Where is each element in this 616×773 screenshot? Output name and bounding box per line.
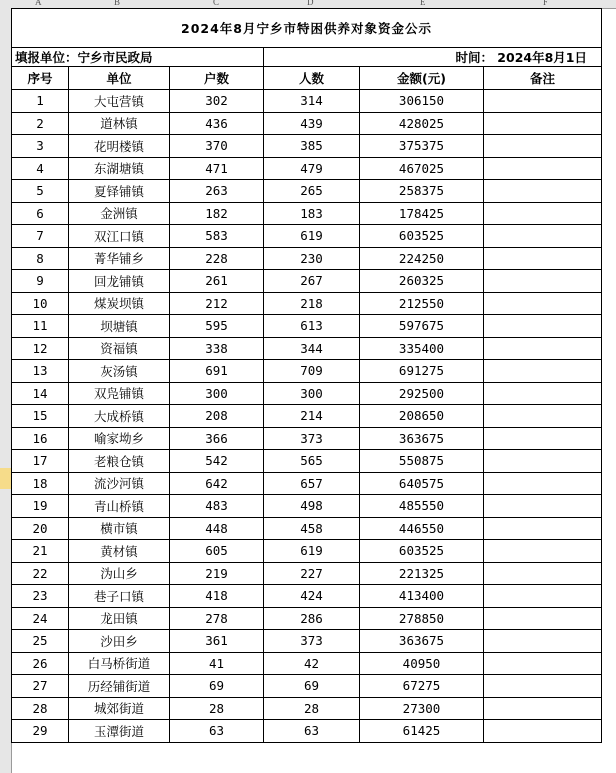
cell-amount[interactable]: 40950	[360, 652, 484, 675]
cell-households[interactable]: 41	[170, 652, 264, 675]
cell-households[interactable]: 338	[170, 337, 264, 360]
cell-households[interactable]: 691	[170, 360, 264, 383]
cell-households[interactable]: 448	[170, 517, 264, 540]
table-row	[12, 562, 602, 585]
cell-persons[interactable]: 657	[264, 472, 360, 495]
cell-households[interactable]: 361	[170, 630, 264, 653]
cell-persons[interactable]: 613	[264, 315, 360, 338]
cell-persons[interactable]: 214	[264, 405, 360, 428]
cell-remarks[interactable]	[484, 697, 602, 720]
cell-unit[interactable]: 横市镇	[69, 517, 170, 540]
column-letter[interactable]: D	[307, 0, 314, 7]
cell-serial[interactable]: 6	[12, 202, 69, 225]
cell-serial[interactable]: 16	[12, 427, 69, 450]
cell-serial[interactable]: 23	[12, 585, 69, 608]
table-row	[12, 90, 602, 113]
cell-serial[interactable]: 10	[12, 292, 69, 315]
cell-persons[interactable]: 709	[264, 360, 360, 383]
cell-remarks[interactable]	[484, 90, 602, 113]
cell-remarks[interactable]	[484, 585, 602, 608]
cell-serial[interactable]: 17	[12, 450, 69, 473]
cell-serial[interactable]: 18	[12, 472, 69, 495]
cell-remarks[interactable]	[484, 427, 602, 450]
header-serial[interactable]: 序号	[12, 67, 69, 90]
cell-unit[interactable]: 金洲镇	[69, 202, 170, 225]
cell-amount[interactable]: 61425	[360, 720, 484, 743]
active-row-indicator	[0, 468, 11, 489]
cell-unit[interactable]: 老粮仓镇	[69, 450, 170, 473]
column-letter[interactable]: A	[35, 0, 42, 7]
cell-households[interactable]: 212	[170, 292, 264, 315]
cell-households[interactable]: 28	[170, 697, 264, 720]
cell-unit[interactable]: 花明楼镇	[69, 135, 170, 158]
cell-remarks[interactable]	[484, 337, 602, 360]
cell-remarks[interactable]	[484, 112, 602, 135]
cell-remarks[interactable]	[484, 157, 602, 180]
table-row	[12, 270, 602, 293]
cell-persons[interactable]: 439	[264, 112, 360, 135]
cell-serial[interactable]: 24	[12, 607, 69, 630]
table-row	[12, 720, 602, 743]
cell-unit[interactable]: 回龙铺镇	[69, 270, 170, 293]
cell-unit[interactable]: 道林镇	[69, 112, 170, 135]
cell-unit[interactable]: 青山桥镇	[69, 495, 170, 518]
cell-households[interactable]: 418	[170, 585, 264, 608]
cell-unit[interactable]: 双江口镇	[69, 225, 170, 248]
cell-unit[interactable]: 资福镇	[69, 337, 170, 360]
cell-persons[interactable]: 373	[264, 630, 360, 653]
cell-households[interactable]: 182	[170, 202, 264, 225]
cell-serial[interactable]: 27	[12, 675, 69, 698]
cell-amount[interactable]: 467025	[360, 157, 484, 180]
cell-persons[interactable]: 300	[264, 382, 360, 405]
table-row	[12, 247, 602, 270]
table-row	[12, 607, 602, 630]
cell-households[interactable]: 366	[170, 427, 264, 450]
cell-unit[interactable]: 坝塘镇	[69, 315, 170, 338]
cell-remarks[interactable]	[484, 495, 602, 518]
table-row	[12, 202, 602, 225]
cell-unit[interactable]: 煤炭坝镇	[69, 292, 170, 315]
cell-unit[interactable]: 龙田镇	[69, 607, 170, 630]
cell-households[interactable]: 261	[170, 270, 264, 293]
cell-serial[interactable]: 25	[12, 630, 69, 653]
cell-remarks[interactable]	[484, 292, 602, 315]
cell-amount[interactable]: 27300	[360, 697, 484, 720]
cell-unit[interactable]: 喻家坳乡	[69, 427, 170, 450]
cell-unit[interactable]: 玉潭街道	[69, 720, 170, 743]
cell-amount[interactable]: 363675	[360, 427, 484, 450]
cell-amount[interactable]: 428025	[360, 112, 484, 135]
table-row	[12, 315, 602, 338]
table-row	[12, 472, 602, 495]
cell-households[interactable]: 605	[170, 540, 264, 563]
cell-persons[interactable]: 385	[264, 135, 360, 158]
report-date[interactable]: 时间： 2024年8月1日	[264, 48, 602, 67]
spreadsheet-table	[11, 8, 602, 743]
cell-persons[interactable]: 373	[264, 427, 360, 450]
cell-households[interactable]: 302	[170, 90, 264, 113]
cell-amount[interactable]: 306150	[360, 90, 484, 113]
cell-persons[interactable]: 69	[264, 675, 360, 698]
header-amount[interactable]: 金额(元)	[360, 67, 484, 90]
cell-amount[interactable]: 221325	[360, 562, 484, 585]
cell-persons[interactable]: 344	[264, 337, 360, 360]
cell-amount[interactable]: 67275	[360, 675, 484, 698]
cell-remarks[interactable]	[484, 652, 602, 675]
cell-remarks[interactable]	[484, 225, 602, 248]
cell-remarks[interactable]	[484, 382, 602, 405]
cell-remarks[interactable]	[484, 270, 602, 293]
cell-households[interactable]: 278	[170, 607, 264, 630]
cell-serial[interactable]: 21	[12, 540, 69, 563]
cell-persons[interactable]: 565	[264, 450, 360, 473]
cell-unit[interactable]: 流沙河镇	[69, 472, 170, 495]
cell-households[interactable]: 471	[170, 157, 264, 180]
cell-persons[interactable]: 286	[264, 607, 360, 630]
table-row	[12, 585, 602, 608]
cell-remarks[interactable]	[484, 540, 602, 563]
column-letter[interactable]: E	[420, 0, 426, 7]
cell-households[interactable]: 228	[170, 247, 264, 270]
cell-households[interactable]: 219	[170, 562, 264, 585]
cell-serial[interactable]: 15	[12, 405, 69, 428]
cell-serial[interactable]: 11	[12, 315, 69, 338]
cell-remarks[interactable]	[484, 315, 602, 338]
table-row	[12, 652, 602, 675]
cell-households[interactable]: 300	[170, 382, 264, 405]
cell-unit[interactable]: 灰汤镇	[69, 360, 170, 383]
cell-remarks[interactable]	[484, 607, 602, 630]
table-row	[12, 225, 602, 248]
cell-amount[interactable]: 224250	[360, 247, 484, 270]
cell-serial[interactable]: 4	[12, 157, 69, 180]
table-row	[12, 450, 602, 473]
cell-persons[interactable]: 230	[264, 247, 360, 270]
cell-serial[interactable]: 20	[12, 517, 69, 540]
cell-serial[interactable]: 2	[12, 112, 69, 135]
cell-remarks[interactable]	[484, 450, 602, 473]
column-letter[interactable]: B	[114, 0, 121, 7]
cell-unit[interactable]: 历经铺街道	[69, 675, 170, 698]
cell-remarks[interactable]	[484, 720, 602, 743]
cell-persons[interactable]: 267	[264, 270, 360, 293]
header-households[interactable]: 户数	[170, 67, 264, 90]
cell-remarks[interactable]	[484, 630, 602, 653]
cell-households[interactable]: 542	[170, 450, 264, 473]
cell-households[interactable]: 208	[170, 405, 264, 428]
sheet-title[interactable]: 2024年8月宁乡市特困供养对象资金公示	[12, 9, 602, 48]
cell-remarks[interactable]	[484, 517, 602, 540]
cell-amount[interactable]: 550875	[360, 450, 484, 473]
cell-amount[interactable]: 258375	[360, 180, 484, 203]
header-persons[interactable]: 人数	[264, 67, 360, 90]
table-row	[12, 697, 602, 720]
table-row	[12, 405, 602, 428]
table-row	[12, 382, 602, 405]
cell-unit[interactable]: 大屯营镇	[69, 90, 170, 113]
cell-remarks[interactable]	[484, 472, 602, 495]
cell-remarks[interactable]	[484, 247, 602, 270]
cell-serial[interactable]: 9	[12, 270, 69, 293]
cell-amount[interactable]: 292500	[360, 382, 484, 405]
cell-persons[interactable]: 42	[264, 652, 360, 675]
cell-households[interactable]: 69	[170, 675, 264, 698]
cell-amount[interactable]: 597675	[360, 315, 484, 338]
cell-households[interactable]: 63	[170, 720, 264, 743]
column-letter[interactable]: C	[213, 0, 220, 7]
cell-households[interactable]: 483	[170, 495, 264, 518]
cell-unit[interactable]: 夏铎铺镇	[69, 180, 170, 203]
cell-amount[interactable]: 375375	[360, 135, 484, 158]
cell-unit[interactable]: 菁华铺乡	[69, 247, 170, 270]
cell-households[interactable]: 595	[170, 315, 264, 338]
cell-unit[interactable]: 白马桥街道	[69, 652, 170, 675]
cell-remarks[interactable]	[484, 202, 602, 225]
cell-unit[interactable]: 城郊街道	[69, 697, 170, 720]
cell-amount[interactable]: 691275	[360, 360, 484, 383]
table-row	[12, 540, 602, 563]
table-row	[12, 360, 602, 383]
cell-households[interactable]: 436	[170, 112, 264, 135]
cell-persons[interactable]: 479	[264, 157, 360, 180]
cell-unit[interactable]: 双凫铺镇	[69, 382, 170, 405]
table-row	[12, 112, 602, 135]
table-row	[12, 517, 602, 540]
cell-persons[interactable]: 63	[264, 720, 360, 743]
cell-persons[interactable]: 619	[264, 225, 360, 248]
table-row	[12, 630, 602, 653]
cell-serial[interactable]: 1	[12, 90, 69, 113]
cell-remarks[interactable]	[484, 405, 602, 428]
cell-amount[interactable]: 335400	[360, 337, 484, 360]
cell-remarks[interactable]	[484, 562, 602, 585]
cell-persons[interactable]: 28	[264, 697, 360, 720]
cell-amount[interactable]: 178425	[360, 202, 484, 225]
table-row	[12, 337, 602, 360]
cell-serial[interactable]: 26	[12, 652, 69, 675]
cell-amount[interactable]: 208650	[360, 405, 484, 428]
cell-persons[interactable]: 498	[264, 495, 360, 518]
cell-amount[interactable]: 413400	[360, 585, 484, 608]
cell-persons[interactable]: 265	[264, 180, 360, 203]
cell-serial[interactable]: 14	[12, 382, 69, 405]
cell-remarks[interactable]	[484, 180, 602, 203]
cell-persons[interactable]: 424	[264, 585, 360, 608]
cell-amount[interactable]: 640575	[360, 472, 484, 495]
cell-amount[interactable]: 212550	[360, 292, 484, 315]
table-row	[12, 157, 602, 180]
cell-remarks[interactable]	[484, 675, 602, 698]
cell-serial[interactable]: 28	[12, 697, 69, 720]
cell-amount[interactable]: 363675	[360, 630, 484, 653]
table-row	[12, 180, 602, 203]
cell-serial[interactable]: 5	[12, 180, 69, 203]
cell-households[interactable]: 642	[170, 472, 264, 495]
cell-serial[interactable]: 13	[12, 360, 69, 383]
cell-persons[interactable]: 458	[264, 517, 360, 540]
cell-unit[interactable]: 东湖塘镇	[69, 157, 170, 180]
cell-households[interactable]: 370	[170, 135, 264, 158]
cell-amount[interactable]: 260325	[360, 270, 484, 293]
cell-households[interactable]: 583	[170, 225, 264, 248]
cell-serial[interactable]: 7	[12, 225, 69, 248]
cell-households[interactable]: 263	[170, 180, 264, 203]
cell-serial[interactable]: 22	[12, 562, 69, 585]
cell-amount[interactable]: 485550	[360, 495, 484, 518]
cell-remarks[interactable]	[484, 360, 602, 383]
cell-amount[interactable]: 446550	[360, 517, 484, 540]
cell-serial[interactable]: 8	[12, 247, 69, 270]
cell-persons[interactable]: 183	[264, 202, 360, 225]
cell-serial[interactable]: 29	[12, 720, 69, 743]
cell-remarks[interactable]	[484, 135, 602, 158]
column-letter[interactable]: F	[543, 0, 549, 7]
table-row	[12, 495, 602, 518]
cell-amount[interactable]: 603525	[360, 225, 484, 248]
reporting-unit[interactable]: 填报单位：宁乡市民政局	[12, 48, 264, 67]
cell-serial[interactable]: 19	[12, 495, 69, 518]
cell-unit[interactable]: 大成桥镇	[69, 405, 170, 428]
cell-unit[interactable]: 巷子口镇	[69, 585, 170, 608]
cell-amount[interactable]: 278850	[360, 607, 484, 630]
table-row	[12, 427, 602, 450]
table-row	[12, 292, 602, 315]
cell-persons[interactable]: 619	[264, 540, 360, 563]
table-row	[12, 135, 602, 158]
cell-persons[interactable]: 227	[264, 562, 360, 585]
cell-unit[interactable]: 沩山乡	[69, 562, 170, 585]
cell-persons[interactable]: 314	[264, 90, 360, 113]
cell-unit[interactable]: 沙田乡	[69, 630, 170, 653]
header-unit[interactable]: 单位	[69, 67, 170, 90]
cell-serial[interactable]: 3	[12, 135, 69, 158]
header-remarks[interactable]: 备注	[484, 67, 602, 90]
cell-serial[interactable]: 12	[12, 337, 69, 360]
table-row	[12, 675, 602, 698]
cell-unit[interactable]: 黄材镇	[69, 540, 170, 563]
cell-amount[interactable]: 603525	[360, 540, 484, 563]
cell-persons[interactable]: 218	[264, 292, 360, 315]
